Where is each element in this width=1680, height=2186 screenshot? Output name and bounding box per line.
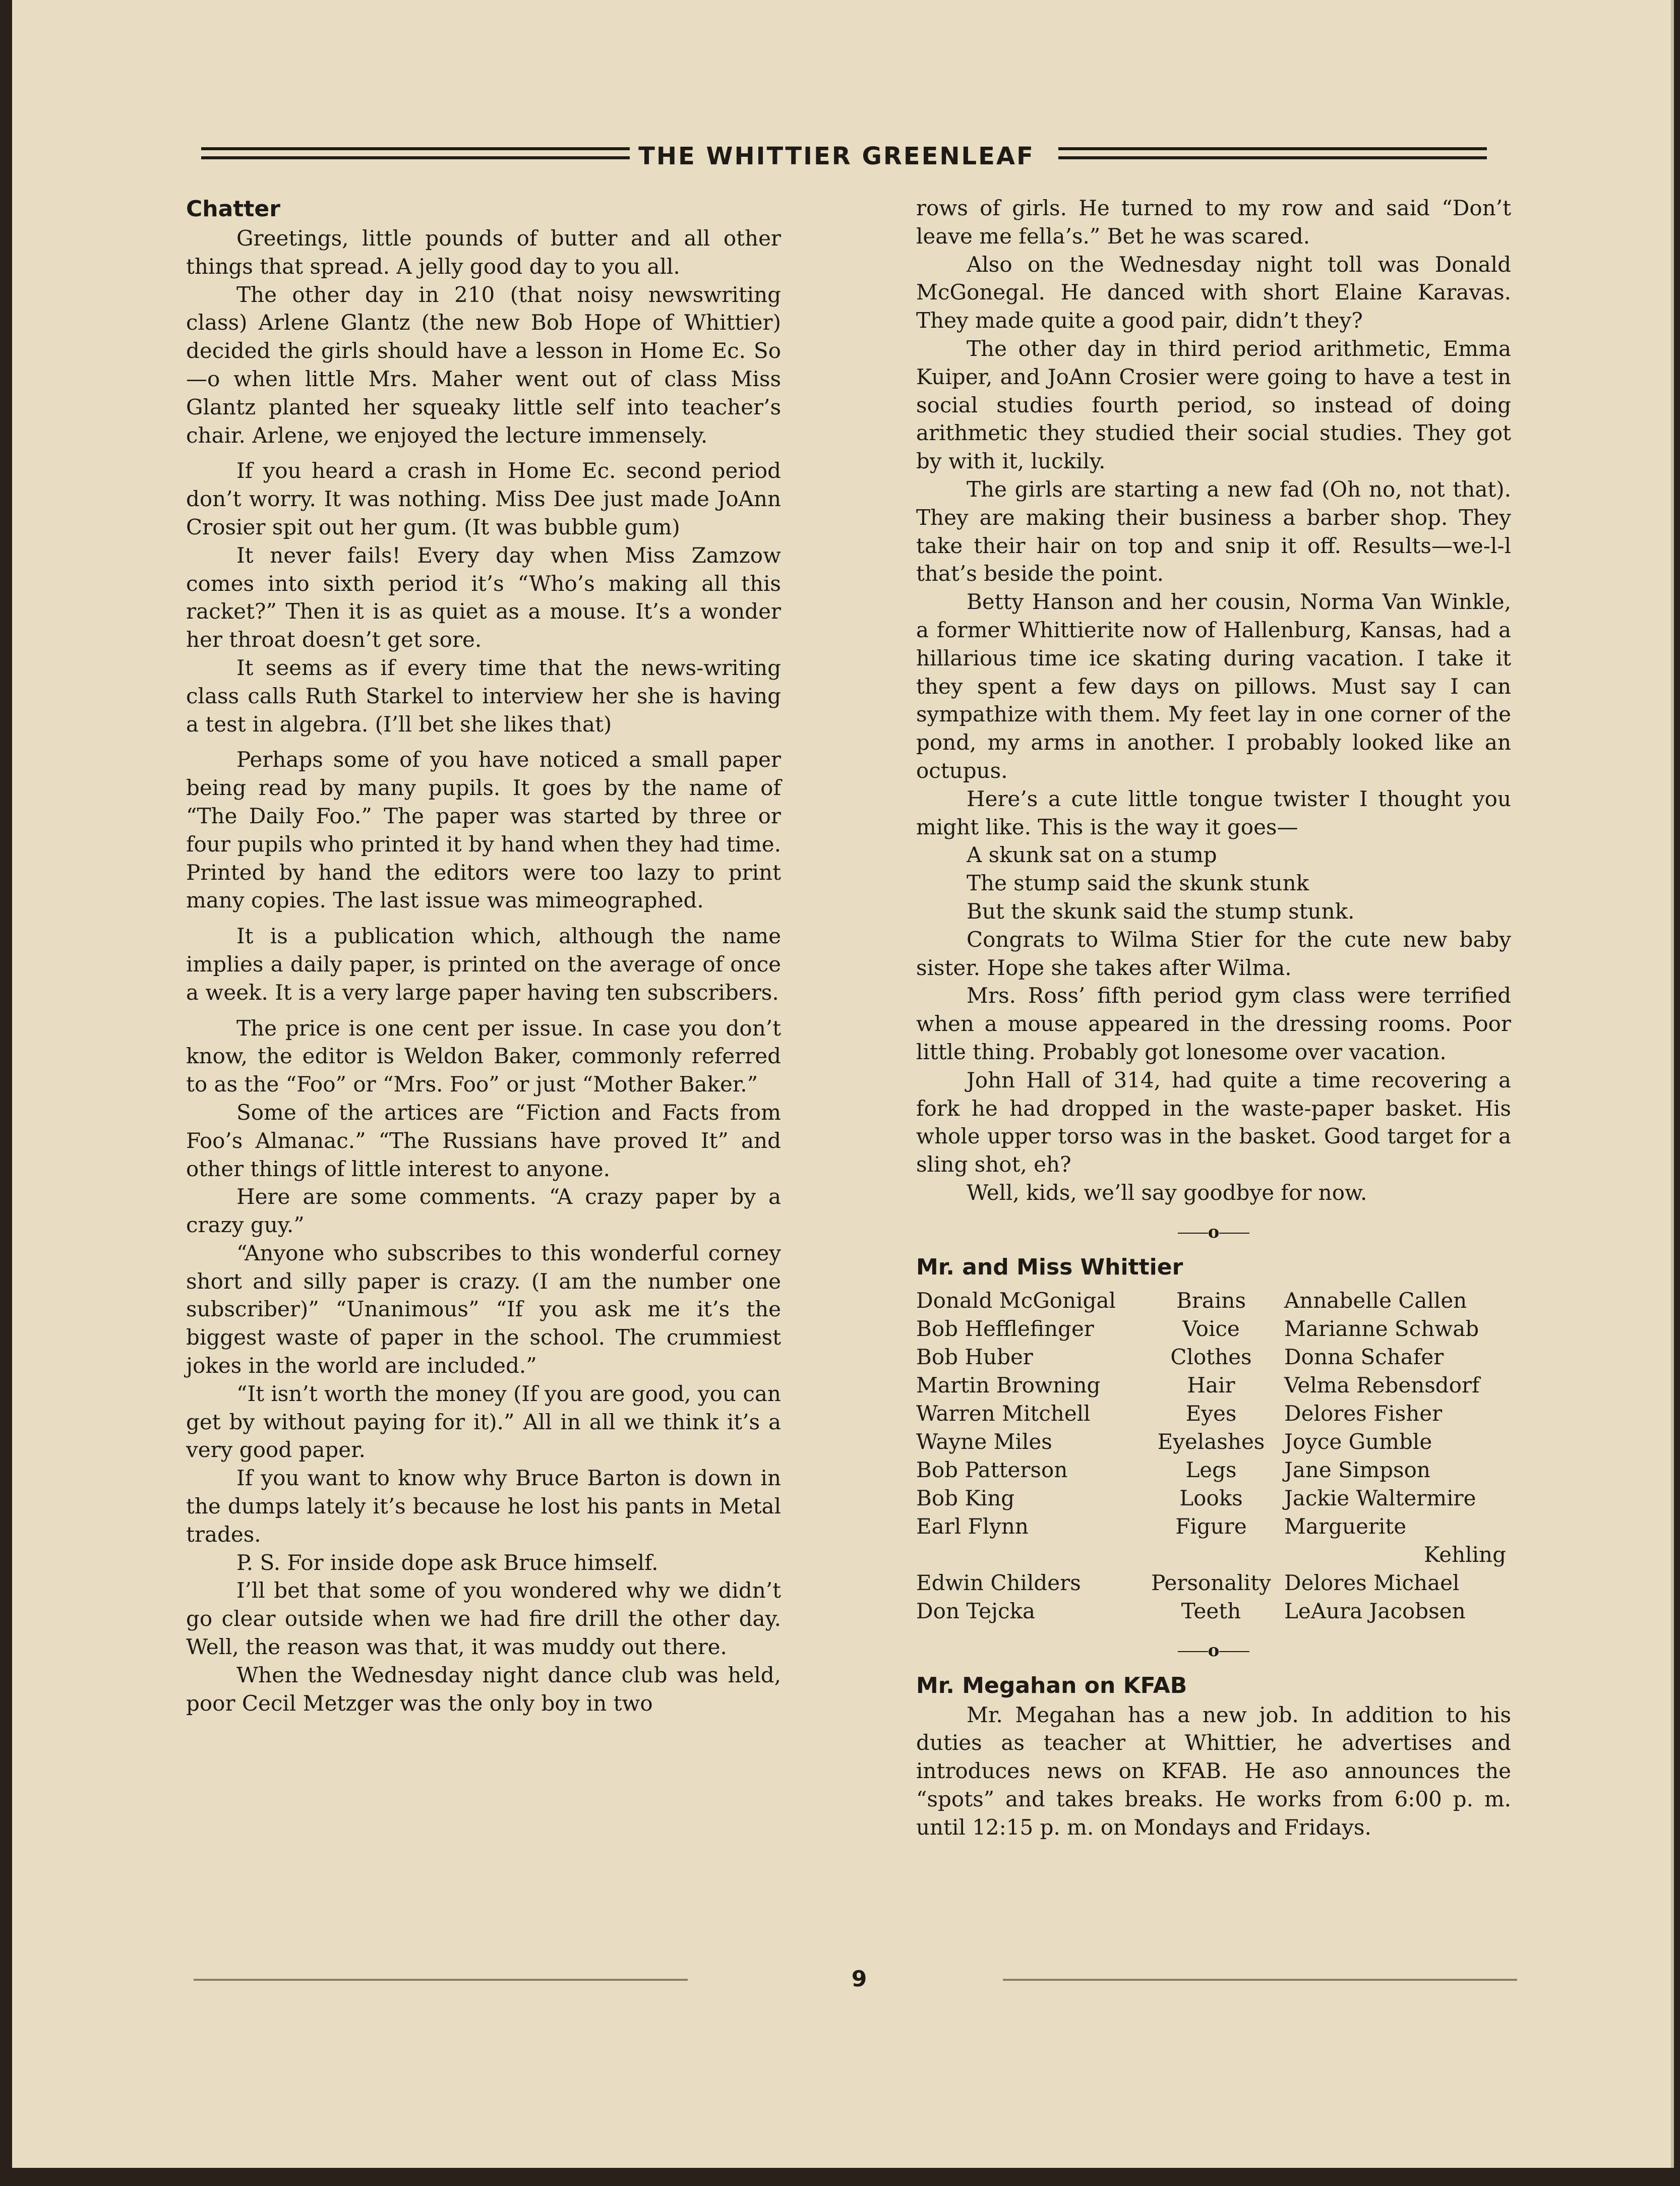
trait: Teeth [1181,1598,1241,1623]
miss-name: Delores Fisher [1284,1401,1443,1426]
masthead [186,141,1487,181]
chatter-paragraph: If you want to know why Bruce Barton is down in the dumps lately it’s because he lost his pants in Metal trades. [186,1466,781,1547]
miss-name: Marguerite [1284,1513,1407,1539]
chatter-paragraph: Betty Hanson and her cousin, Norma Van Winkle, a former Whittierite now of Hallenburg, Kansas, had a hillarious time ice skating during vacation. I take it they spent a few days on pillows. Must say I can sympathize with them. My feet lay in one corner of the pond, my arms in another. I probably looked like an octupus. [916,589,1511,783]
miss-name: Jackie Waltermire [1284,1485,1476,1510]
chatter-paragraph: I’ll bet that some of you wondered why we didn’t go clear outside when we had fire drill the other day. Well, the reason was that, it was muddy out there. [186,1578,781,1660]
miss-name: Marianne Schwab [1284,1316,1479,1341]
mr-name: Don Tejcka [916,1598,1036,1623]
poem-line: The stump said the skunk stunk [967,871,1309,896]
chatter-paragraph: The girls are starting a new fad (Oh no, not that). They are making their business a barber shop. They take their hair on top and snip it off. Results—we-l-l that’s beside the point. [916,476,1511,586]
trait: Voice [1182,1316,1240,1341]
table-row [916,1371,1511,1400]
chatter-paragraph: Perhaps some of you have noticed a small paper being read by many pupils. It goes by the name of “The Daily Foo.” The paper was started by three or four pupils who printed it by hand when they had time. Printed by hand the editors were too lazy to print many copies. The last issue was mimeographed. [186,747,781,913]
trait: Looks [1179,1485,1243,1510]
miss-name: Annabelle Callen [1284,1288,1467,1313]
miss-name: Donna Schafer [1284,1344,1444,1369]
mr-name: Wayne Miles [916,1429,1052,1454]
chatter-paragraph: Mrs. Ross’ fifth period gym class were terrified when a mouse appeared in the dressing rooms. Poor little thing. Probably got lonesome over vacation. [916,983,1511,1064]
table-row [916,1400,1511,1428]
page-number: 9 [851,1966,867,1992]
trait: Brains [1176,1288,1246,1313]
mr-name: Bob King [916,1485,1015,1510]
mr-miss-whittier-table [916,1287,1511,1625]
miss-name: Jane Simpson [1284,1457,1430,1482]
miss-cell [1284,1597,1511,1625]
chatter-heading: Chatter [186,196,280,222]
table-row [916,1512,1511,1569]
trait: Hair [1187,1372,1235,1398]
masthead-title: THE WHITTIER GREENLEAF [638,142,1035,170]
miss-name: LeAura Jacobsen [1284,1598,1466,1623]
chatter-paragraph: Also on the Wednesday night toll was Donald McGonegal. He danced with short Elaine Karavas. They made quite a good pair, didn’t they? [916,252,1511,333]
chatter-paragraph: When the Wednesday night dance club was held, poor Cecil Metzger was the only boy in two [186,1662,781,1716]
miss-name: Joyce Gumble [1284,1429,1432,1454]
table-row [916,1343,1511,1371]
miss-cell [1284,1400,1511,1428]
table-row [916,1569,1511,1597]
chatter-paragraph: Congrats to Wilma Stier for the cute new baby sister. Hope she takes after Wilma. [916,927,1511,980]
chatter-paragraph: The other day in third period arithmetic, Emma Kuiper, and JoAnn Crosier were going to have a test in social studies fourth period, so instead of doing arithmetic they studied their social studies. They got by with it, luckily. [916,336,1511,474]
table-row [916,1287,1511,1315]
chatter-paragraph: Well, kids, we’ll say goodbye for now. [967,1180,1367,1205]
table-row [916,1597,1511,1625]
newspaper-page [12,0,1674,2168]
mr-name: Edwin Childers [916,1570,1081,1595]
chatter-paragraph: Some of the artices are “Fiction and Facts from Foo’s Almanac.” “The Russians have proved It” and other things of little interest to anyone. [186,1100,781,1181]
mr-name: Bob Hefflefinger [916,1316,1094,1341]
miss-cell [1284,1315,1511,1343]
miss-cell [1284,1569,1511,1597]
section-separator: o [916,1217,1511,1247]
chatter-paragraph: “It isn’t worth the money (If you are good, you can get by without paying for it).” All in all we think it’s a very good paper. [186,1381,781,1463]
megahan-heading: Mr. Megahan on KFAB [916,1672,1187,1698]
footer-rule-right [1003,1979,1517,1981]
miss-name: Delores Michael [1284,1570,1460,1595]
megahan-paragraph: Mr. Megahan has a new job. In addition to his duties as teacher at Whittier, he advertises and introduces news on KFAB. He aso announces the “spots” and takes breaks. He works from 6:00 p. m. until 12:15 p. m. on Mondays and Fridays. [916,1702,1511,1840]
chatter-paragraph: Here are some comments. “A crazy paper by a crazy guy.” [186,1184,781,1238]
poem-line: But the skunk said the stump stunk. [967,898,1355,924]
trait: Eyes [1185,1401,1237,1426]
miss-cell [1284,1512,1511,1569]
mr-name: Martin Browning [916,1372,1101,1398]
masthead-rules-right [1058,147,1487,172]
chatter-paragraph: If you heard a crash in Home Ec. second period don’t worry. It was nothing. Miss Dee just made JoAnn Crosier spit out her gum. (It was bubble gum) [186,458,781,539]
chatter-continued: rows of girls. He turned to my row and said “Don’t leave me fella’s.” Bet he was scared. [916,196,1511,249]
table-row [916,1484,1511,1512]
table-row [916,1456,1511,1484]
chatter-paragraph: John Hall of 314, had quite a time recovering a fork he had dropped in the waste-paper basket. His whole upper torso was in the basket. Good target for a sling shot, eh? [916,1067,1511,1177]
miss-cell [1284,1428,1511,1456]
trait: Eyelashes [1157,1429,1265,1454]
trait: Clothes [1170,1344,1252,1369]
miss-cell [1284,1484,1511,1512]
mr-name: Donald McGonigal [916,1288,1116,1313]
chatter-paragraph: Greetings, little pounds of butter and all other things that spread. A jelly good day to you all. [186,226,781,279]
trait: Figure [1175,1513,1247,1539]
miss-name-continued: Kehling [1424,1542,1506,1567]
mr-name: Warren Mitchell [916,1401,1091,1426]
miss-cell [1284,1456,1511,1484]
poem-line: A skunk sat on a stump [967,842,1217,868]
table-row [916,1315,1511,1343]
section-separator: o [916,1635,1511,1666]
mr-name: Bob Patterson [916,1457,1068,1482]
chatter-paragraph: Here’s a cute little tongue twister I thought you might like. This is the way it goes— [916,786,1511,839]
left-column [186,194,781,1717]
chatter-paragraph: The price is one cent per issue. In case you don’t know, the editor is Weldon Baker, commonly referred to as the “Foo” or “Mrs. Foo” or just “Mother Baker.” [186,1015,781,1097]
miss-name: Velma Rebensdorf [1284,1372,1480,1398]
table-row [916,1428,1511,1456]
mr-name: Bob Huber [916,1344,1033,1369]
chatter-paragraph: It never fails! Every day when Miss Zamzow comes into sixth period it’s “Who’s making all this racket?” Then it is as quiet as a mouse. It’s a wonder her throat doesn’t get sore. [186,542,781,652]
chatter-paragraph: The other day in 210 (that noisy newswriting class) Arlene Glantz (the new Bob Hope of Whittier) decided the girls should have a lesson in Home Ec. So—o when little Mrs. Maher went out of class Miss Glantz planted her squeaky little self into teacher’s chair. Arlene, we enjoyed the lecture immensely. [186,282,781,448]
footer-rule-left [194,1979,688,1981]
chatter-paragraph: It seems as if every time that the news-writing class calls Ruth Starkel to interview her she is having a test in algebra. (I’ll bet she likes that) [186,655,781,737]
chatter-paragraph: “Anyone who subscribes to this wonderful corney short and silly paper is crazy. (I am the number one subscriber)” “Unanimous” “If you ask me it’s the biggest waste of paper in the school. The crummiest jokes in the world are included.” [186,1240,781,1378]
right-column [916,194,1511,1842]
chatter-paragraph: It is a publication which, although the name implies a daily paper, is printed on the average of once a week. It is a very large paper having ten subscribers. [186,924,781,1005]
mr-name: Earl Flynn [916,1513,1029,1539]
miss-cell [1284,1343,1511,1371]
trait: Legs [1185,1457,1237,1482]
miss-cell [1284,1287,1511,1315]
trait: Personality [1151,1570,1271,1595]
miss-cell [1284,1371,1511,1400]
chatter-paragraph: P. S. For inside dope ask Bruce himself. [236,1550,658,1575]
mr-miss-whittier-heading: Mr. and Miss Whittier [916,1254,1183,1280]
